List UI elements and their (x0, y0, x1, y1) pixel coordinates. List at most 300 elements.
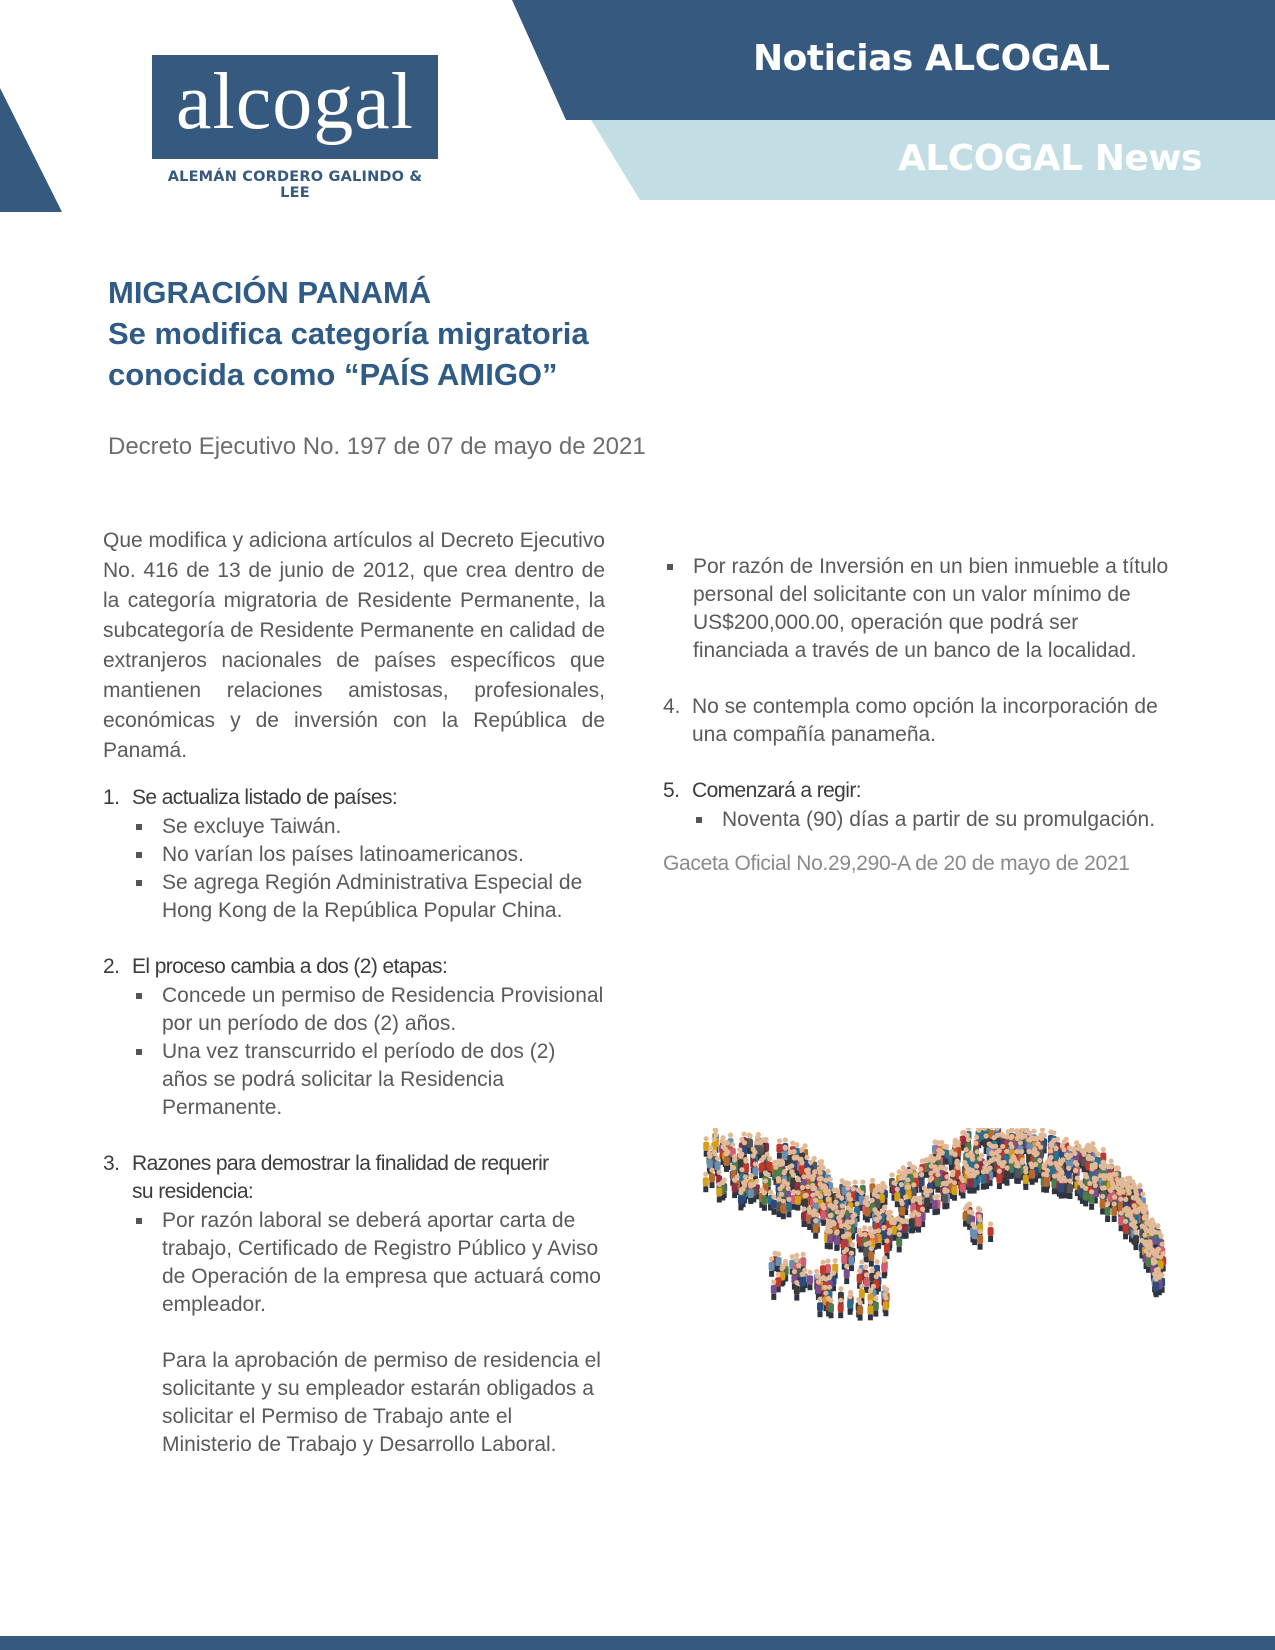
person-legs (1052, 1188, 1057, 1194)
section-paragraph: Para la aprobación de permiso de residencia el solicitante y su empleador estarán obligados a solicitar el Permiso de Trabajo ante el Ministerio de Trabajo y Desarrollo Laboral. (162, 1349, 601, 1456)
person-head (863, 1232, 868, 1237)
person-head (1102, 1176, 1107, 1181)
person-body (747, 1139, 753, 1148)
person-head (776, 1178, 781, 1183)
article-title-line: MIGRACIÓN PANAMÁ (108, 275, 432, 310)
person-head (1155, 1223, 1160, 1228)
person-head (831, 1206, 836, 1211)
person-legs (902, 1233, 907, 1239)
person-head (943, 1166, 948, 1171)
person-head (960, 1178, 965, 1183)
person-legs (802, 1221, 807, 1227)
person-body (817, 1302, 823, 1311)
person-head (717, 1170, 722, 1175)
person-head (1048, 1161, 1053, 1166)
person-head (1082, 1152, 1087, 1157)
person-head (851, 1214, 856, 1219)
person-head (724, 1151, 729, 1156)
person-head (1005, 1129, 1010, 1134)
person-legs (897, 1246, 902, 1252)
person-head (965, 1152, 970, 1157)
person-legs (925, 1207, 930, 1213)
person-body (968, 1179, 974, 1188)
person-head (966, 1128, 971, 1131)
person-body (873, 1302, 879, 1311)
crowd-person (1067, 1178, 1073, 1199)
crowd-person (1083, 1186, 1089, 1207)
person-body (1015, 1169, 1021, 1178)
crowd-person (960, 1178, 966, 1199)
person-head (927, 1178, 932, 1183)
person-head (732, 1157, 737, 1162)
section-number: 4. (663, 695, 681, 718)
person-head (1048, 1148, 1053, 1153)
person-body (794, 1286, 800, 1295)
person-head (1140, 1209, 1145, 1214)
crowd-person (881, 1258, 887, 1279)
person-legs (961, 1193, 966, 1199)
person-head (977, 1218, 982, 1223)
crowd-person (863, 1242, 869, 1263)
person-head (1109, 1159, 1114, 1164)
person-head (1105, 1201, 1110, 1206)
person-legs (997, 1183, 1002, 1189)
person-head (870, 1178, 875, 1183)
person-head (988, 1221, 993, 1226)
person-head (1123, 1219, 1128, 1224)
person-head (1112, 1201, 1117, 1206)
person-body (769, 1262, 775, 1271)
section-4 (663, 693, 1173, 749)
person-head (748, 1183, 753, 1188)
crowd-person (732, 1178, 738, 1199)
person-head (766, 1172, 771, 1177)
person-head (1067, 1178, 1072, 1183)
person-head (708, 1145, 713, 1150)
crowd-person (738, 1190, 744, 1211)
right-column (663, 552, 1173, 878)
person-head (906, 1185, 911, 1190)
person-head (842, 1181, 847, 1186)
person-body (1153, 1282, 1159, 1291)
person-head (858, 1300, 863, 1305)
person-body (884, 1244, 890, 1253)
person-head (952, 1143, 957, 1148)
person-legs (869, 1261, 874, 1267)
list-item: Por razón laboral se deberá aportar carta de trabajo, Certificado de Registro Público y Aviso de Operación de la empresa que actuará como empleador. (132, 1207, 605, 1319)
section-heading-line: Razones para demostrar la finalidad de requerir (132, 1152, 549, 1175)
person-head (1004, 1149, 1009, 1154)
person-head (969, 1210, 974, 1215)
person-head (870, 1267, 875, 1272)
person-head (1123, 1197, 1128, 1202)
person-head (880, 1208, 885, 1213)
crowd-person (780, 1199, 786, 1220)
person-body (952, 1186, 958, 1195)
bullet-list (663, 806, 1173, 834)
person-head (1020, 1160, 1025, 1165)
person-legs (834, 1245, 839, 1251)
person-head (853, 1180, 858, 1185)
person-body (795, 1182, 801, 1191)
person-body (902, 1224, 908, 1233)
person-head (865, 1202, 870, 1207)
person-legs (769, 1271, 774, 1277)
person-head (1100, 1186, 1105, 1191)
person-head (1004, 1165, 1009, 1170)
person-body (1053, 1151, 1059, 1160)
person-head (1015, 1136, 1020, 1141)
person-head (849, 1251, 854, 1256)
person-head (977, 1156, 982, 1161)
person-head (1109, 1164, 1114, 1169)
person-head (859, 1284, 864, 1289)
person-head (1023, 1169, 1028, 1174)
person-head (868, 1226, 873, 1231)
person-head (1000, 1144, 1005, 1149)
person-head (1040, 1128, 1045, 1132)
person-head (776, 1251, 781, 1256)
person-head (1019, 1135, 1024, 1140)
crowd-person (977, 1229, 983, 1250)
crowd-person (867, 1300, 873, 1321)
person-head (816, 1279, 821, 1284)
person-head (1140, 1192, 1145, 1197)
list-item: Una vez transcurrido el período de dos (2) años se podrá solicitar la Residencia Permanente. (132, 1038, 605, 1122)
person-head (871, 1284, 876, 1289)
person-head (972, 1225, 977, 1230)
person-head (855, 1201, 860, 1206)
person-legs (829, 1312, 834, 1318)
list-item: No varían los países latinoamericanos. (132, 841, 605, 869)
person-body (1089, 1195, 1095, 1204)
crowd-person (849, 1251, 855, 1272)
person-head (1146, 1252, 1151, 1257)
person-body (815, 1285, 821, 1294)
person-head (984, 1133, 989, 1138)
crowd-person (883, 1296, 889, 1317)
person-head (1074, 1162, 1079, 1167)
list-item: Noventa (90) días a partir de su promulgación. (692, 806, 1173, 834)
person-head (892, 1220, 897, 1225)
person-head (1019, 1149, 1024, 1154)
crowd-person (709, 1168, 715, 1189)
person-head (831, 1271, 836, 1276)
crowd-person (942, 1189, 948, 1210)
person-head (990, 1144, 995, 1149)
crowd-person (724, 1151, 730, 1172)
bullet-list (103, 813, 605, 925)
person-head (883, 1296, 888, 1301)
crowd-person (864, 1202, 870, 1223)
person-body (977, 1235, 983, 1244)
person-head (704, 1136, 709, 1141)
person-legs (786, 1211, 791, 1217)
person-head (981, 1169, 986, 1174)
person-head (1095, 1151, 1100, 1156)
person-head (873, 1296, 878, 1301)
person-head (779, 1192, 784, 1197)
person-head (887, 1230, 892, 1235)
person-head (731, 1165, 736, 1170)
person-head (748, 1133, 753, 1138)
person-legs (838, 1312, 843, 1318)
person-head (862, 1225, 867, 1230)
section-number: 2. (103, 955, 120, 978)
person-body (896, 1237, 902, 1246)
section-heading (103, 1150, 605, 1206)
person-legs (828, 1243, 833, 1249)
person-head (763, 1178, 768, 1183)
person-head (837, 1219, 842, 1224)
person-head (833, 1200, 838, 1205)
person-head (919, 1172, 924, 1177)
person-legs (988, 1236, 993, 1242)
person-head (1059, 1178, 1064, 1183)
person-head (974, 1135, 979, 1140)
person-head (868, 1300, 873, 1305)
crowd-person (795, 1190, 801, 1211)
person-head (782, 1170, 787, 1175)
person-head (1033, 1152, 1038, 1157)
person-head (749, 1173, 754, 1178)
person-head (810, 1193, 815, 1198)
person-body (1111, 1207, 1117, 1216)
crowd-person (1015, 1163, 1021, 1184)
section-3 (103, 1150, 605, 1459)
person-head (1115, 1166, 1120, 1171)
person-head (823, 1291, 828, 1296)
person-legs (916, 1227, 921, 1233)
person-body (924, 1198, 930, 1207)
person-head (912, 1165, 917, 1170)
person-head (911, 1182, 916, 1187)
person-legs (724, 1166, 729, 1172)
person-head (707, 1154, 712, 1159)
person-head (1142, 1232, 1147, 1237)
person-head (751, 1153, 756, 1158)
person-body (780, 1204, 786, 1213)
person-head (1127, 1190, 1132, 1195)
crowd-person (748, 1183, 754, 1204)
person-body (911, 1188, 917, 1197)
person-body (761, 1196, 767, 1205)
person-head (1149, 1231, 1154, 1236)
person-head (1066, 1155, 1071, 1160)
person-legs (771, 1294, 776, 1300)
person-legs (738, 1204, 743, 1210)
person-head (792, 1155, 797, 1160)
person-head (875, 1218, 880, 1223)
person-head (1084, 1174, 1089, 1179)
person-body (807, 1275, 813, 1284)
person-head (787, 1165, 792, 1170)
person-head (712, 1137, 717, 1142)
person-head (870, 1234, 875, 1239)
person-head (899, 1182, 904, 1187)
person-head (1027, 1138, 1032, 1143)
person-body (980, 1175, 986, 1184)
person-body (813, 1224, 819, 1233)
person-legs (1023, 1184, 1028, 1190)
person-head (777, 1138, 782, 1143)
crowd-person (935, 1172, 941, 1193)
person-head (820, 1260, 825, 1265)
person-head (944, 1144, 949, 1149)
person-head (1008, 1135, 1013, 1140)
person-head (713, 1128, 718, 1133)
person-head (968, 1173, 973, 1178)
person-body (703, 1142, 709, 1151)
person-body (1133, 1235, 1139, 1244)
header-title-english: ALCOGAL News (898, 138, 1202, 179)
crowd-person (1153, 1277, 1159, 1298)
person-head (785, 1181, 790, 1186)
person-head (821, 1205, 826, 1210)
person-legs (981, 1184, 986, 1190)
person-body (857, 1274, 863, 1283)
person-head (1087, 1148, 1092, 1153)
person-body (738, 1195, 744, 1204)
decree-subtitle: Decreto Ejecutivo No. 197 de 07 de mayo de 2021 (108, 433, 646, 460)
person-head (1044, 1172, 1049, 1177)
crowd-person (1004, 1165, 1010, 1186)
person-head (801, 1206, 806, 1211)
person-head (1158, 1255, 1163, 1260)
person-body (932, 1200, 938, 1209)
person-head (1083, 1186, 1088, 1191)
person-head (783, 1146, 788, 1151)
person-head (882, 1225, 887, 1230)
person-head (849, 1208, 854, 1213)
crowd-person (794, 1280, 800, 1301)
person-legs (882, 1272, 887, 1278)
person-head (813, 1198, 818, 1203)
person-body (732, 1183, 738, 1192)
person-head (814, 1269, 819, 1274)
person-head (742, 1140, 747, 1145)
person-body (972, 1230, 978, 1239)
person-head (1052, 1174, 1057, 1179)
person-head (813, 1218, 818, 1223)
person-head (767, 1156, 772, 1161)
person-head (825, 1259, 830, 1264)
person-head (905, 1177, 910, 1182)
crowd-person (771, 1194, 777, 1215)
person-head (815, 1212, 820, 1217)
person-head (827, 1285, 832, 1290)
person-legs (858, 1246, 863, 1252)
person-legs (1134, 1244, 1139, 1250)
person-head (952, 1152, 957, 1157)
person-head (1133, 1225, 1138, 1230)
person-head (884, 1287, 889, 1292)
person-head (834, 1230, 839, 1235)
person-head (818, 1170, 823, 1175)
person-head (795, 1190, 800, 1195)
person-legs (781, 1213, 786, 1219)
person-head (944, 1181, 949, 1186)
person-legs (848, 1309, 853, 1315)
person-head (868, 1288, 873, 1293)
person-head (743, 1159, 748, 1164)
person-body (859, 1289, 865, 1298)
crowd-person (827, 1229, 833, 1250)
list-item: Por razón de Inversión en un bien inmueble a título personal del solicitante con un valor mínimo de US$200,000.00, operación que podrá ser financiada a través de un banco de la localidad. (663, 553, 1173, 665)
crowd-person (968, 1173, 974, 1194)
person-head (839, 1223, 844, 1228)
section-2 (103, 953, 605, 1122)
person-head (895, 1187, 900, 1192)
crowd-panama-map-image (700, 1128, 1200, 1338)
crowd-person (1133, 1230, 1139, 1251)
person-head (803, 1193, 808, 1198)
person-head (738, 1154, 743, 1159)
person-legs (794, 1295, 799, 1301)
person-body (1123, 1224, 1129, 1233)
person-head (918, 1167, 923, 1172)
person-head (860, 1179, 865, 1184)
person-legs (1030, 1179, 1035, 1185)
crowd-person (807, 1270, 813, 1291)
list-item: Concede un permiso de Residencia Provisional por un período de dos (2) años. (132, 982, 605, 1038)
person-body (881, 1263, 887, 1272)
person-head (935, 1140, 940, 1145)
crowd-person (1089, 1189, 1095, 1210)
person-head (791, 1189, 796, 1194)
crowd-person (1023, 1169, 1029, 1190)
crowd-person (896, 1232, 902, 1253)
person-head (1073, 1168, 1078, 1173)
article-title-line: Se modifica categoría migratoria (108, 316, 589, 351)
section-number: 5. (663, 779, 680, 802)
person-body (715, 1161, 721, 1170)
person-head (779, 1266, 784, 1271)
person-head (794, 1142, 799, 1147)
person-head (859, 1190, 864, 1195)
person-body (767, 1162, 773, 1171)
person-body (844, 1269, 850, 1278)
person-head (1154, 1277, 1159, 1282)
section-text: No se contempla como opción la incorporación de una compañía panameña. (692, 695, 1158, 746)
person-head (769, 1256, 774, 1261)
person-head (1100, 1194, 1105, 1199)
person-body (834, 1236, 840, 1245)
person-legs (865, 1217, 870, 1223)
crowd-person (834, 1230, 840, 1251)
person-head (925, 1192, 930, 1197)
person-head (839, 1195, 844, 1200)
person-head (920, 1158, 925, 1163)
person-head (818, 1194, 823, 1199)
person-legs (972, 1239, 977, 1245)
section-1 (103, 784, 605, 925)
person-legs (1123, 1233, 1128, 1239)
person-head (1132, 1203, 1137, 1208)
person-head (970, 1157, 975, 1162)
person-head (848, 1220, 853, 1225)
person-head (1112, 1195, 1117, 1200)
section-heading (103, 784, 605, 812)
person-head (786, 1186, 791, 1191)
person-body (960, 1184, 966, 1193)
crowd-person (786, 1197, 792, 1218)
crowd-person (932, 1195, 938, 1216)
person-head (935, 1172, 940, 1177)
crowd-person (916, 1212, 922, 1233)
section-heading-text: Comenzará a regir: (692, 779, 861, 802)
person-head (703, 1172, 708, 1177)
